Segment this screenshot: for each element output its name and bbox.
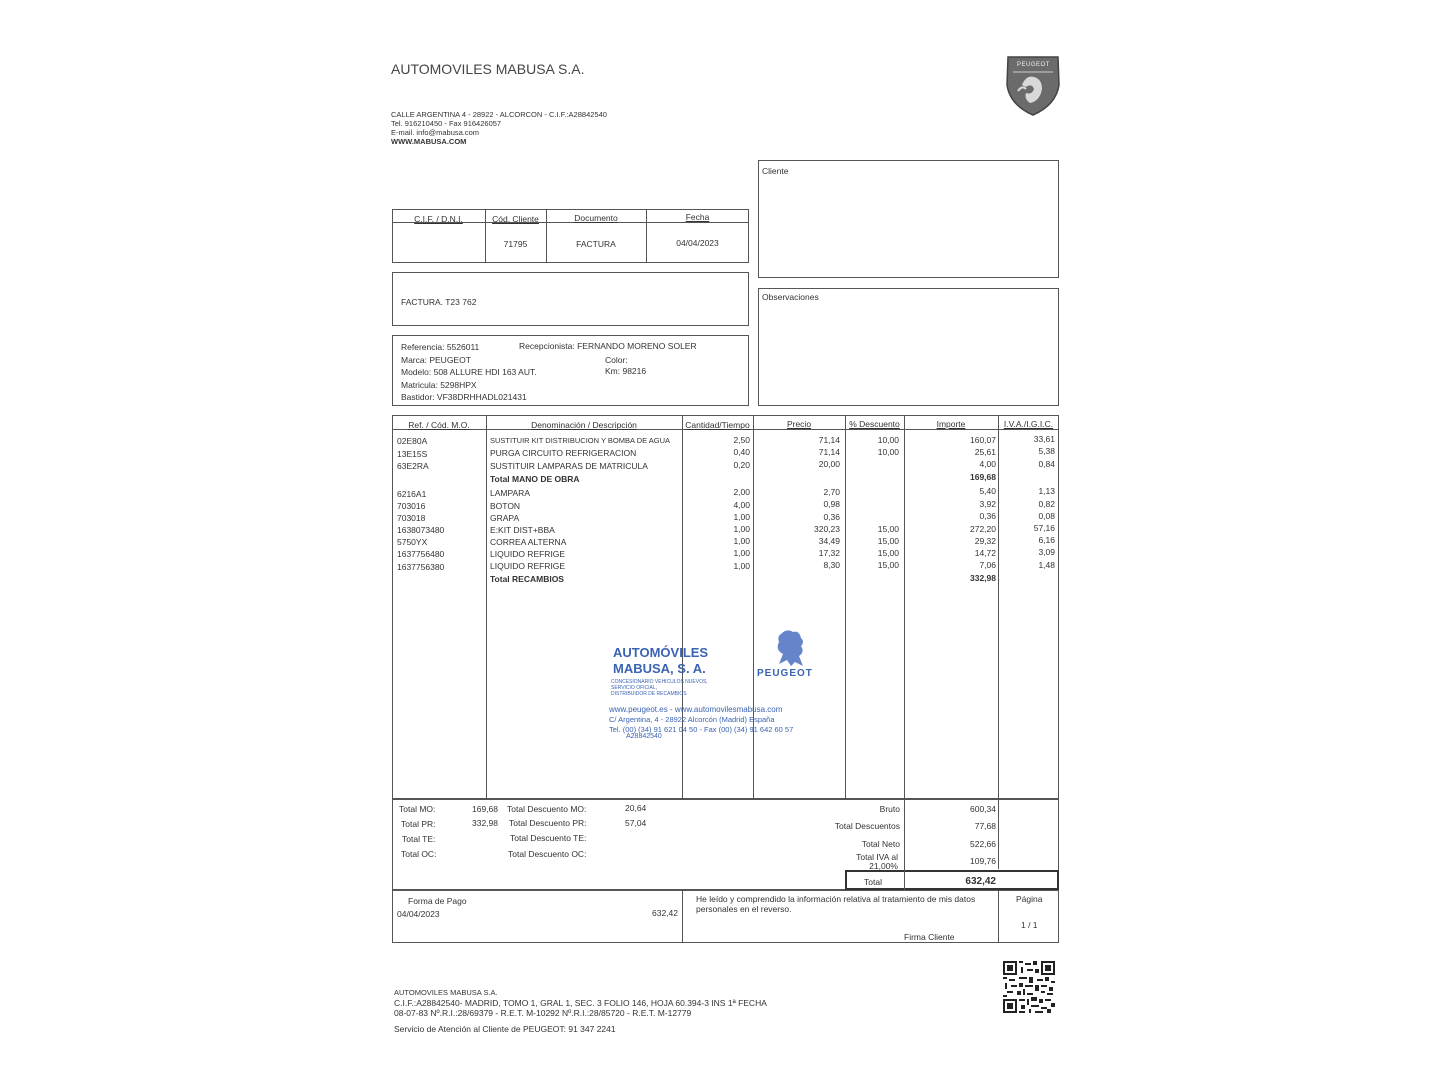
stamp-line2: MABUSA, S. A. bbox=[613, 661, 706, 676]
document-label: Documento bbox=[574, 213, 618, 223]
row-desc: LIQUIDO REFRIGE bbox=[490, 561, 566, 571]
row-discount: 15,00 bbox=[877, 560, 899, 570]
peugeot-logo-icon bbox=[1004, 55, 1062, 117]
row-ref: 13E15S bbox=[397, 449, 428, 459]
row-price: 17,32 bbox=[818, 548, 840, 558]
row-ref: 02E80A bbox=[397, 436, 428, 446]
row-ref: 1638073480 bbox=[397, 525, 445, 535]
col-header-price: Precio bbox=[786, 419, 812, 429]
company-address: CALLE ARGENTINA 4 - 28922 - ALCORCON - C.I.F.:A28842540 bbox=[391, 110, 607, 119]
footer-line1: AUTOMOVILES MABUSA S.A. bbox=[394, 988, 498, 997]
divider bbox=[998, 799, 999, 869]
date-label: Fecha bbox=[685, 212, 710, 222]
total-discount-te-label: Total Descuento TE: bbox=[510, 833, 587, 843]
total-te-label: Total TE: bbox=[402, 834, 436, 844]
total-discount-mo-label: Total Descuento MO: bbox=[507, 804, 587, 814]
payment-method-label: Forma de Pago bbox=[408, 896, 467, 906]
row-price: 34,49 bbox=[818, 536, 840, 546]
col-header-iva: I.V.A./I.G.I.C. bbox=[1003, 419, 1054, 429]
row-desc: LIQUIDO REFRIGE bbox=[490, 549, 566, 559]
total-label: Total bbox=[864, 877, 882, 887]
total-mo-value: 169,68 bbox=[472, 804, 498, 814]
row-discount: 10,00 bbox=[877, 447, 899, 457]
row-price: 2,70 bbox=[823, 487, 840, 497]
row-iva: 3,09 bbox=[1038, 547, 1055, 557]
iva-label-2: 21,00% bbox=[869, 861, 898, 871]
footer-line4: Servicio de Atención al Cliente de PEUGEOT: 91 347 2241 bbox=[394, 1024, 616, 1034]
vehicle-matricula: Matricula: 5298HPX bbox=[401, 380, 477, 390]
row-qty: 1,00 bbox=[733, 561, 750, 571]
vehicle-referencia: Referencia: 5526011 bbox=[401, 342, 480, 352]
row-qty: 1,00 bbox=[733, 548, 750, 558]
col-header-ref: Ref. / Cód. M.O. bbox=[408, 420, 470, 430]
net-label: Total Neto bbox=[861, 839, 900, 849]
row-desc: E:KIT DIST+BBA bbox=[490, 525, 555, 535]
row-iva: 57,16 bbox=[1033, 523, 1055, 533]
stamp-line1: AUTOMÓVILES bbox=[613, 645, 709, 660]
company-phone: Tel. 916210450 - Fax 916426057 bbox=[391, 119, 502, 128]
col-divider bbox=[486, 415, 487, 799]
row-discount: 15,00 bbox=[877, 548, 899, 558]
divider bbox=[904, 870, 905, 890]
stamp-line8: Tel. (00) (34) 91 621 04 50 - Fax (00) (34) 91 642 60 57 bbox=[609, 725, 794, 734]
row-ref: 1637756380 bbox=[397, 562, 445, 572]
iva-value: 109,76 bbox=[970, 856, 996, 866]
stamp-line7: C/ Argentina, 4 - 28922 Alcorcón (Madrid) España bbox=[609, 715, 775, 724]
payment-date: 04/04/2023 bbox=[397, 909, 440, 919]
total-pr-value: 332,98 bbox=[472, 818, 498, 828]
vehicle-color: Color: bbox=[605, 355, 628, 365]
divider bbox=[998, 890, 999, 943]
iva-label-1: Total IVA al bbox=[856, 852, 898, 862]
total-value: 632,42 bbox=[965, 876, 996, 887]
row-amount: 4,00 bbox=[979, 459, 996, 469]
signature-label: Firma Cliente bbox=[904, 932, 955, 942]
col-header-qty: Cantidad/Tiempo bbox=[685, 420, 750, 430]
total-discount-pr-value: 57,04 bbox=[625, 818, 647, 828]
row-amount: 272,20 bbox=[970, 524, 996, 534]
row-price: 71,14 bbox=[818, 435, 840, 445]
total-discount-mo-value: 20,64 bbox=[625, 803, 647, 813]
row-ref: 63E2RA bbox=[397, 461, 429, 471]
bruto-label: Bruto bbox=[879, 804, 900, 814]
observations-label: Observaciones bbox=[762, 292, 819, 302]
total-labor-amount: 169,68 bbox=[970, 472, 996, 482]
stamp-line9: A28842540 bbox=[626, 733, 662, 740]
row-iva: 0,84 bbox=[1038, 459, 1055, 469]
vehicle-km: Km: 98216 bbox=[605, 366, 647, 376]
row-desc: BOTON bbox=[490, 501, 521, 511]
footer-line3: 08-07-83 Nº.R.I.:28/69379 - R.E.T. M-10292 Nº.R.I.:28/85720 - R.E.T. M-12779 bbox=[394, 1008, 692, 1018]
qr-code-icon bbox=[1003, 961, 1055, 1013]
stamp-line5: DISTRIBUIDOR DE RECAMBIOS bbox=[611, 691, 687, 697]
row-amount: 160,07 bbox=[970, 435, 996, 445]
payment-amount: 632,42 bbox=[652, 908, 678, 918]
row-amount: 14,72 bbox=[974, 548, 996, 558]
row-amount: 0,36 bbox=[979, 511, 996, 521]
row-desc: SUSTITUIR LAMPARAS DE MATRICULA bbox=[490, 461, 648, 471]
row-qty: 1,00 bbox=[733, 524, 750, 534]
row-qty: 0,40 bbox=[733, 447, 750, 457]
row-desc: GRAPA bbox=[490, 513, 520, 523]
vehicle-bastidor: Bastidor: VF38DRHHADL021431 bbox=[401, 392, 527, 402]
col-header-amount: Importe bbox=[936, 419, 966, 429]
discounts-value: 77,68 bbox=[974, 821, 996, 831]
logo-text: PEUGEOT bbox=[1017, 62, 1050, 68]
row-qty: 4,00 bbox=[733, 500, 750, 510]
total-discount-pr-label: Total Descuento PR: bbox=[509, 818, 587, 828]
row-desc: CORREA ALTERNA bbox=[490, 537, 567, 547]
row-iva: 1,13 bbox=[1038, 486, 1055, 496]
row-discount: 10,00 bbox=[877, 435, 899, 445]
client-code-label: Cód. Cliente bbox=[492, 214, 539, 224]
privacy-text-2: personales en el reverso. bbox=[696, 904, 792, 914]
row-qty: 2,00 bbox=[733, 487, 750, 497]
total-parts-amount: 332,98 bbox=[970, 573, 996, 583]
vehicle-modelo: Modelo: 508 ALLURE HDI 163 AUT. bbox=[401, 367, 537, 377]
vehicle-recepcionista: Recepcionista: FERNANDO MORENO SOLER bbox=[519, 341, 697, 351]
row-iva: 5,38 bbox=[1038, 446, 1055, 456]
total-oc-label: Total OC: bbox=[401, 849, 437, 859]
divider bbox=[682, 890, 683, 943]
row-amount: 25,61 bbox=[974, 447, 996, 457]
row-price: 0,98 bbox=[823, 499, 840, 509]
stamp-line4: SERVICIO OFICIAL, bbox=[611, 685, 658, 691]
total-parts-label: Total RECAMBIOS bbox=[490, 574, 564, 584]
row-amount: 5,40 bbox=[979, 486, 996, 496]
company-stamp bbox=[608, 625, 838, 745]
row-desc: PURGA CIRCUITO REFRIGERACION bbox=[490, 448, 637, 458]
row-ref: 1637756480 bbox=[397, 549, 445, 559]
row-ref: 5750YX bbox=[397, 537, 428, 547]
row-qty: 2,50 bbox=[733, 435, 750, 445]
row-price: 320,23 bbox=[814, 524, 840, 534]
row-qty: 0,20 bbox=[733, 460, 750, 470]
stamp-line6: www.peugeot.es - www.automovilesmabusa.com bbox=[609, 705, 783, 714]
row-qty: 1,00 bbox=[733, 512, 750, 522]
col-header-desc: Denominación / Descripción bbox=[531, 420, 637, 430]
total-mo-label: Total MO: bbox=[399, 804, 436, 814]
col-divider bbox=[845, 415, 846, 799]
row-amount: 29,32 bbox=[974, 536, 996, 546]
col-divider bbox=[998, 415, 999, 799]
row-amount: 7,06 bbox=[979, 560, 996, 570]
total-labor-label: Total MANO DE OBRA bbox=[490, 474, 580, 484]
row-price: 0,36 bbox=[823, 512, 840, 522]
row-desc: SUSTITUIR KIT DISTRIBUCION Y BOMBA DE AGUA bbox=[490, 436, 671, 445]
date-value: 04/04/2023 bbox=[676, 238, 719, 248]
client-box bbox=[758, 160, 1059, 278]
stamp-line3: CONCESIONARIO VEHICULOS NUEVOS, bbox=[611, 679, 708, 685]
company-name: AUTOMOVILES MABUSA S.A. bbox=[391, 61, 585, 77]
row-qty: 1,00 bbox=[733, 536, 750, 546]
row-ref: 703016 bbox=[397, 501, 426, 511]
client-code-value: 71795 bbox=[503, 239, 528, 249]
company-web: WWW.MABUSA.COM bbox=[391, 137, 467, 146]
bruto-value: 600,34 bbox=[970, 804, 996, 814]
total-pr-label: Total PR: bbox=[401, 819, 436, 829]
col-divider bbox=[904, 415, 905, 799]
row-ref: 703018 bbox=[397, 513, 426, 523]
document-value: FACTURA bbox=[576, 239, 616, 249]
client-label: Cliente bbox=[762, 166, 789, 176]
row-price: 71,14 bbox=[818, 447, 840, 457]
row-iva: 6,16 bbox=[1038, 535, 1055, 545]
row-iva: 1,48 bbox=[1038, 560, 1055, 570]
row-price: 20,00 bbox=[818, 459, 840, 469]
company-email: E-mail. info@mabusa.com bbox=[391, 128, 480, 137]
cif-label: C.I.F. / D.N.I. bbox=[414, 214, 463, 224]
observations-box bbox=[758, 288, 1059, 406]
row-amount: 3,92 bbox=[979, 499, 996, 509]
discounts-label: Total Descuentos bbox=[834, 821, 900, 831]
row-desc: LAMPARA bbox=[490, 488, 530, 498]
row-discount: 15,00 bbox=[877, 524, 899, 534]
privacy-text-1: He leído y comprendido la información relativa al tratamiento de mis datos bbox=[696, 894, 976, 904]
page-number: 1 / 1 bbox=[1021, 920, 1038, 930]
net-value: 522,66 bbox=[970, 839, 996, 849]
row-ref: 6216A1 bbox=[397, 489, 427, 499]
invoice-number: FACTURA. T23 762 bbox=[401, 297, 477, 307]
row-iva: 0,08 bbox=[1038, 511, 1055, 521]
page-label: Página bbox=[1016, 894, 1043, 904]
stamp-brand: PEUGEOT bbox=[757, 668, 813, 679]
vehicle-marca: Marca: PEUGEOT bbox=[401, 355, 471, 365]
lion-icon bbox=[771, 628, 811, 668]
row-iva: 33,61 bbox=[1033, 434, 1055, 444]
total-discount-oc-label: Total Descuento OC: bbox=[508, 849, 587, 859]
col-header-discount: % Descuento bbox=[849, 419, 900, 429]
row-iva: 0,82 bbox=[1038, 499, 1055, 509]
row-discount: 15,00 bbox=[877, 536, 899, 546]
row-price: 8,30 bbox=[823, 560, 840, 570]
footer-line2: C.I.F.:A28842540- MADRID, TOMO 1, GRAL 1, SEC. 3 FOLIO 146, HOJA 60.394-3 INS 1ª FECHA bbox=[394, 998, 767, 1008]
